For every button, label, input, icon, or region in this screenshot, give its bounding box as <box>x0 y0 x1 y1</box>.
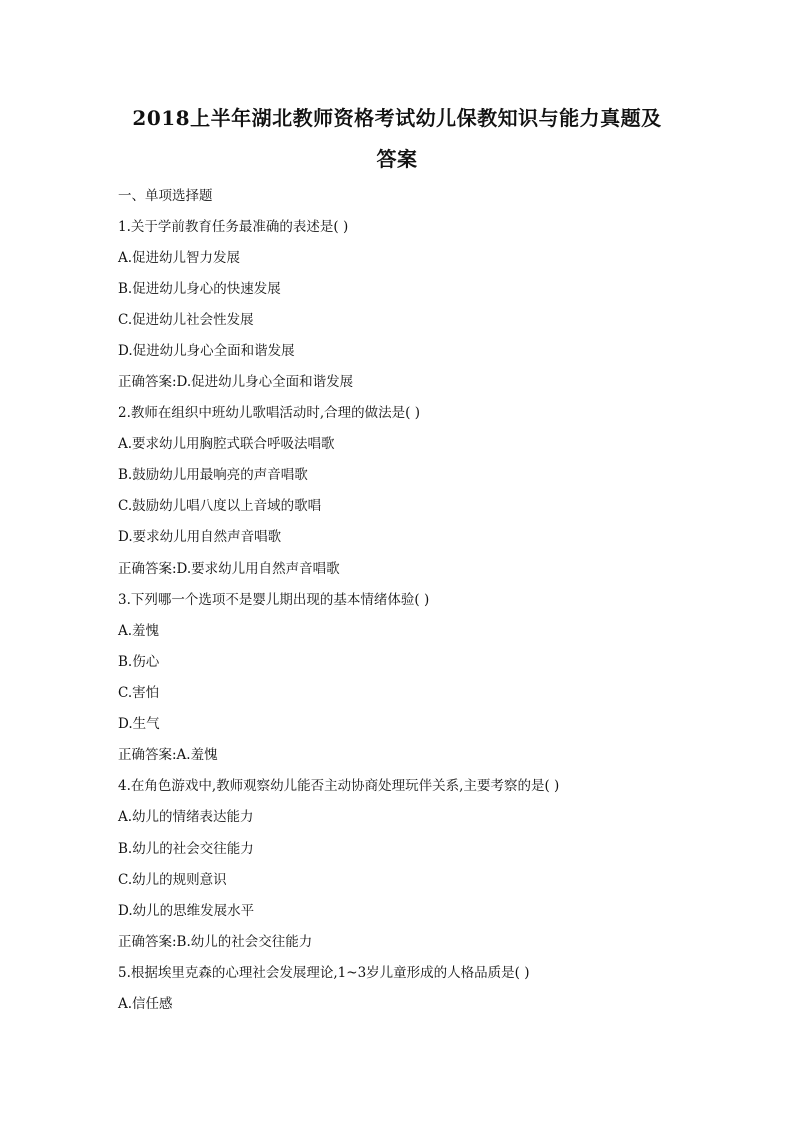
answer-line: 正确答案:D.要求幼儿用自然声音唱歌 <box>118 561 340 577</box>
option-item: A.羞愧 <box>118 623 160 639</box>
option-item: B.鼓励幼儿用最响亮的声音唱歌 <box>118 467 308 483</box>
option-item: B.促进幼儿身心的快速发展 <box>118 281 281 297</box>
option-item: B.伤心 <box>118 654 160 670</box>
option-item: D.促进幼儿身心全面和谐发展 <box>118 343 295 359</box>
section-heading: 一、单项选择题 <box>118 188 213 204</box>
question-stem: 2.教师在组织中班幼儿歌唱活动时,合理的做法是( ) <box>118 405 420 421</box>
option-item: A.要求幼儿用胸腔式联合呼吸法唱歌 <box>118 436 335 452</box>
document-title-continued: 答案 <box>376 147 418 171</box>
option-item: C.鼓励幼儿唱八度以上音域的歌唱 <box>118 498 322 514</box>
question-stem: 4.在角色游戏中,教师观察幼儿能否主动协商处理玩伴关系,主要考察的是( ) <box>118 778 560 794</box>
answer-line: 正确答案:D.促进幼儿身心全面和谐发展 <box>118 374 354 390</box>
option-item: A.促进幼儿智力发展 <box>118 250 241 266</box>
option-item: D.幼儿的思维发展水平 <box>118 903 255 919</box>
option-item: D.生气 <box>118 716 160 732</box>
option-item: C.幼儿的规则意识 <box>118 872 227 888</box>
option-item: D.要求幼儿用自然声音唱歌 <box>118 529 282 545</box>
document-title: 2018上半年湖北教师资格考试幼儿保教知识与能力真题及 <box>132 106 662 130</box>
question-stem: 3.下列哪一个选项不是婴儿期出现的基本情绪体验( ) <box>118 592 430 608</box>
option-item: C.害怕 <box>118 685 160 701</box>
answer-line: 正确答案:A.羞愧 <box>118 747 218 763</box>
option-item: A.信任感 <box>118 996 173 1012</box>
option-item: B.幼儿的社会交往能力 <box>118 841 254 857</box>
question-stem: 1.关于学前教育任务最准确的表述是( ) <box>118 219 349 235</box>
answer-line: 正确答案:B.幼儿的社会交往能力 <box>118 934 313 950</box>
question-stem: 5.根据埃里克森的心理社会发展理论,1~3岁儿童形成的人格品质是( ) <box>118 965 530 981</box>
option-item: A.幼儿的情绪表达能力 <box>118 809 254 825</box>
option-item: C.促进幼儿社会性发展 <box>118 312 254 328</box>
